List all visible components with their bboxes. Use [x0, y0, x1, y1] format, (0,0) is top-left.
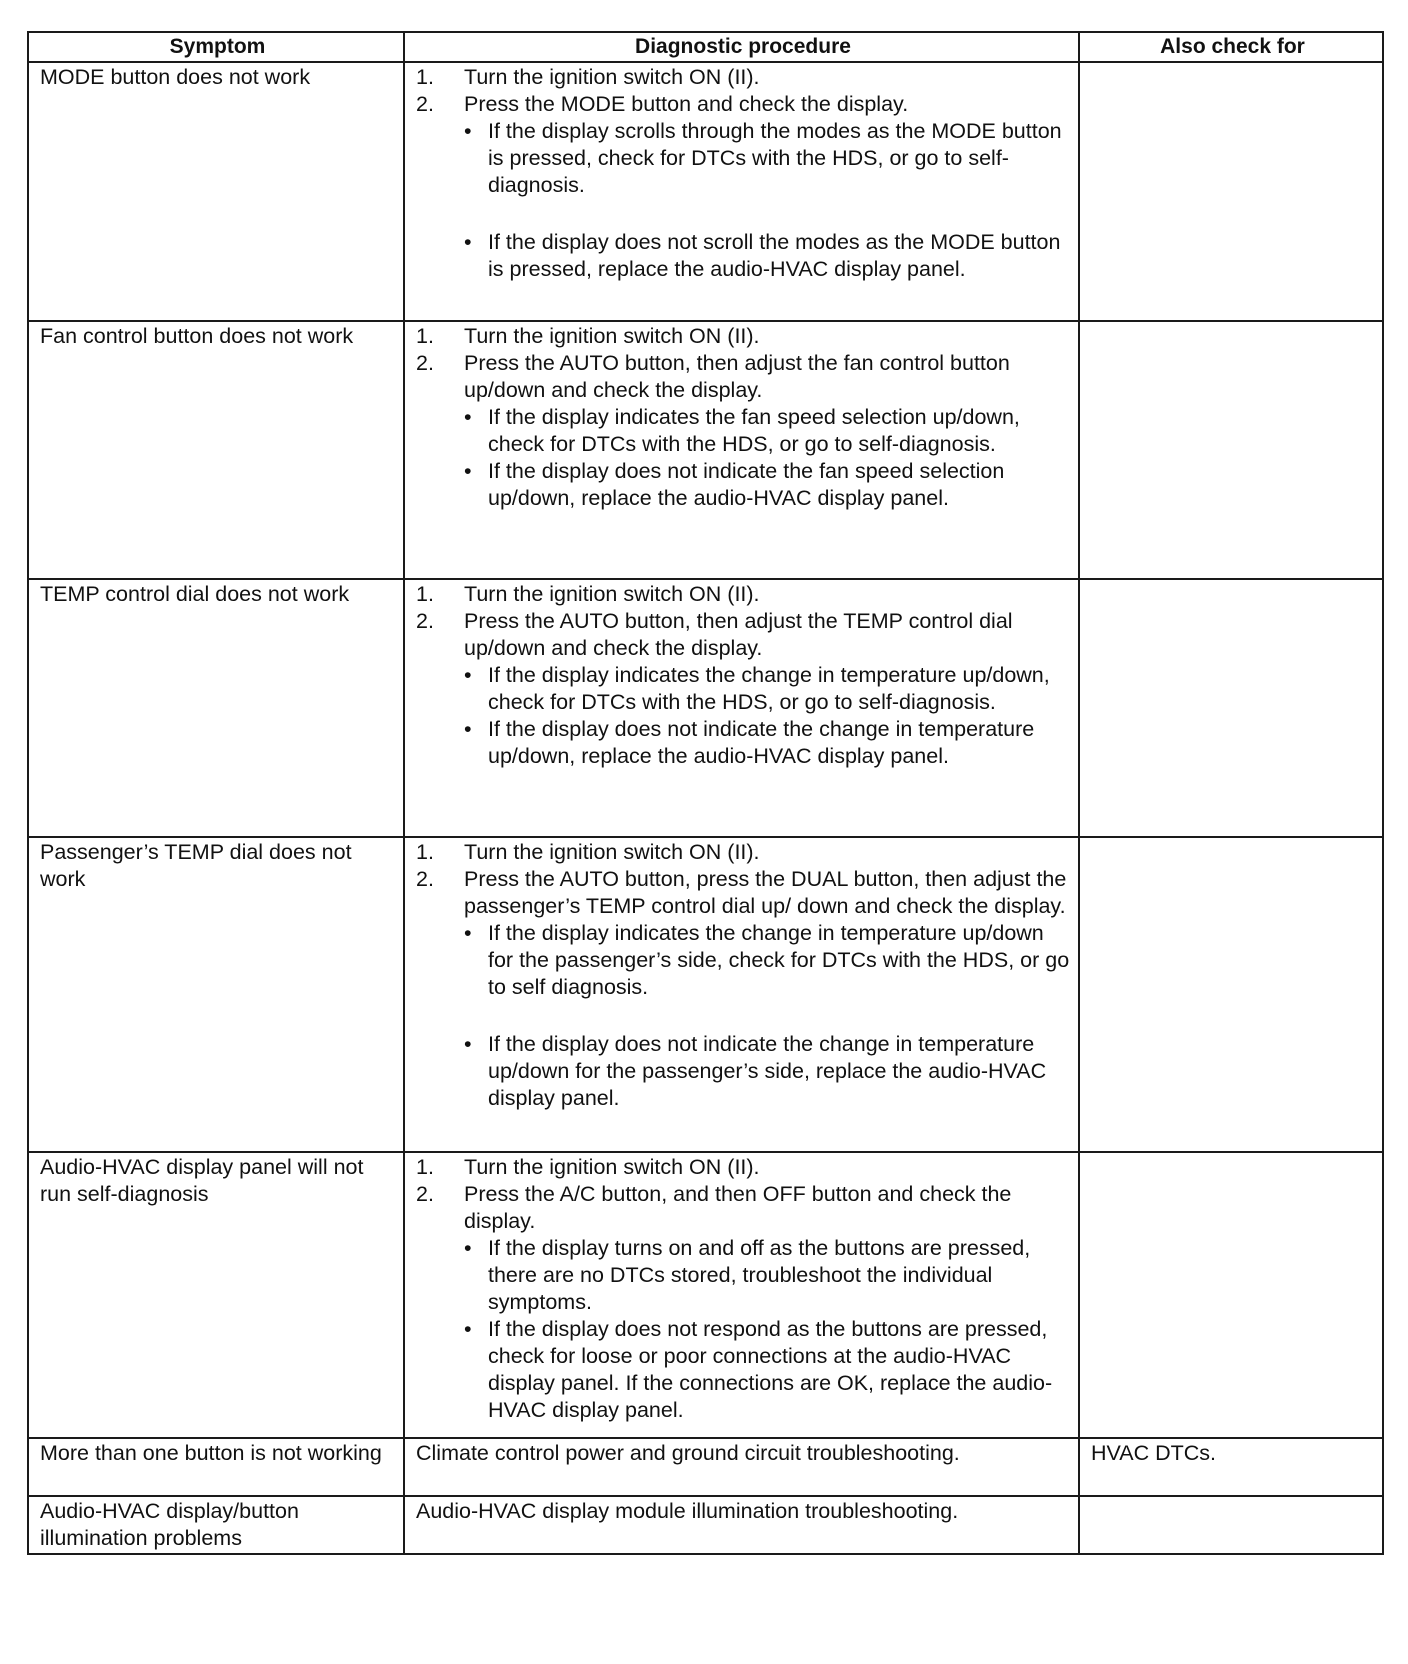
table-row [28, 1438, 1383, 1496]
table-row [28, 62, 1383, 321]
header-also-check: Also check for [1079, 32, 1383, 62]
procedure-bullet [416, 920, 1070, 1001]
step-text: Press the AUTO button, then adjust the TEMP control dial up/down and check the display. [464, 609, 1013, 660]
bullet-text: If the display turns on and off as the buttons are pressed, there are no DTCs stored, troubleshoot the individual symptoms. [488, 1236, 1031, 1314]
bullet-icon: • [464, 459, 472, 483]
step-number: 1. [416, 324, 434, 348]
table-row [28, 1152, 1383, 1438]
also-check-cell [1079, 1496, 1383, 1554]
procedure-bullet [416, 404, 1070, 458]
table-row [28, 579, 1383, 837]
bullet-text: If the display does not respond as the buttons are pressed, check for loose or poor connections at the audio-HVAC display panel. If the connections are OK, replace the audio-HVAC display panel. [488, 1317, 1053, 1422]
also-check-cell [1079, 321, 1383, 579]
step-text: Press the MODE button and check the display. [464, 92, 909, 116]
bullet-text: If the display indicates the change in temperature up/down, check for DTCs with the HDS, or go to self-diagnosis. [488, 663, 1050, 714]
also-check-cell [1079, 62, 1383, 321]
procedure-step [416, 839, 1070, 866]
bullet-text: If the display does not indicate the change in temperature up/down for the passenger’s side, replace the audio-HVAC display panel. [488, 1032, 1047, 1110]
step-number: 1. [416, 840, 434, 864]
step-number: 2. [416, 351, 434, 375]
header-row [28, 32, 1383, 62]
symptom-cell: Fan control button does not work [28, 321, 404, 579]
step-text: Press the A/C button, and then OFF button and check the display. [464, 1182, 1012, 1233]
symptom-cell: More than one button is not working [28, 1438, 404, 1496]
procedure-step [416, 608, 1070, 662]
procedure-bullet [416, 662, 1070, 716]
procedure-cell [404, 321, 1079, 579]
procedure-step [416, 91, 1070, 118]
step-number: 2. [416, 92, 434, 116]
symptom-cell: Audio-HVAC display/button illumination problems [28, 1496, 404, 1554]
bullet-text: If the display indicates the change in temperature up/down for the passenger’s side, check for DTCs with the HDS, or go to self diagnosis. [488, 921, 1070, 999]
symptom-cell: MODE button does not work [28, 62, 404, 321]
step-number: 1. [416, 1155, 434, 1179]
bullet-text: If the display indicates the fan speed selection up/down, check for DTCs with the HDS, or go to self-diagnosis. [488, 405, 1020, 456]
bullet-icon: • [464, 119, 472, 143]
procedure-bullet [416, 1316, 1070, 1424]
step-number: 2. [416, 867, 434, 891]
step-number: 1. [416, 582, 434, 606]
procedure-step [416, 866, 1070, 920]
table-row [28, 837, 1383, 1152]
procedure-step [416, 323, 1070, 350]
symptom-cell: Passenger’s TEMP dial does not work [28, 837, 404, 1152]
step-text: Turn the ignition switch ON (II). [464, 1155, 760, 1179]
procedure-bullet [416, 1235, 1070, 1316]
step-number: 1. [416, 65, 434, 89]
procedure-cell [404, 837, 1079, 1152]
procedure-step [416, 64, 1070, 91]
bullet-text: If the display does not indicate the fan speed selection up/down, replace the audio-HVAC display panel. [488, 459, 1005, 510]
procedure-bullet [416, 229, 1070, 283]
header-symptom: Symptom [28, 32, 404, 62]
step-text: Press the AUTO button, then adjust the fan control button up/down and check the display. [464, 351, 1010, 402]
bullet-icon: • [464, 663, 472, 687]
step-text: Turn the ignition switch ON (II). [464, 840, 760, 864]
procedure-step [416, 1154, 1070, 1181]
procedure-step [416, 350, 1070, 404]
procedure-cell [404, 1152, 1079, 1438]
procedure-bullet [416, 1031, 1070, 1112]
procedure-step [416, 581, 1070, 608]
bullet-icon: • [464, 717, 472, 741]
also-check-cell: HVAC DTCs. [1079, 1438, 1383, 1496]
bullet-icon: • [464, 405, 472, 429]
symptom-cell: TEMP control dial does not work [28, 579, 404, 837]
bullet-icon: • [464, 1317, 472, 1341]
procedure-cell: Climate control power and ground circuit troubleshooting. [404, 1438, 1079, 1496]
also-check-cell [1079, 579, 1383, 837]
step-number: 2. [416, 1182, 434, 1206]
procedure-cell [404, 62, 1079, 321]
also-check-cell [1079, 1152, 1383, 1438]
table-row [28, 321, 1383, 579]
also-check-cell [1079, 837, 1383, 1152]
bullet-icon: • [464, 1236, 472, 1260]
step-text: Press the AUTO button, press the DUAL button, then adjust the passenger’s TEMP control dial up/ down and check the display. [464, 867, 1067, 918]
procedure-cell: Audio-HVAC display module illumination troubleshooting. [404, 1496, 1079, 1554]
diagnostic-table [27, 31, 1384, 1555]
procedure-bullet [416, 118, 1070, 199]
procedure-step [416, 1181, 1070, 1235]
table-row [28, 1496, 1383, 1554]
procedure-bullet [416, 458, 1070, 512]
bullet-icon: • [464, 921, 472, 945]
bullet-text: If the display scrolls through the modes as the MODE button is pressed, check for DTCs with the HDS, or go to self-diagnosis. [488, 119, 1062, 197]
symptom-cell: Audio-HVAC display panel will not run self-diagnosis [28, 1152, 404, 1438]
bullet-text: If the display does not scroll the modes as the MODE button is pressed, replace the audio-HVAC display panel. [488, 230, 1061, 281]
bullet-text: If the display does not indicate the change in temperature up/down, replace the audio-HVAC display panel. [488, 717, 1035, 768]
step-text: Turn the ignition switch ON (II). [464, 324, 760, 348]
bullet-icon: • [464, 1032, 472, 1056]
procedure-cell [404, 579, 1079, 837]
step-text: Turn the ignition switch ON (II). [464, 582, 760, 606]
procedure-bullet [416, 716, 1070, 770]
header-procedure: Diagnostic procedure [404, 32, 1079, 62]
step-number: 2. [416, 609, 434, 633]
step-text: Turn the ignition switch ON (II). [464, 65, 760, 89]
bullet-icon: • [464, 230, 472, 254]
